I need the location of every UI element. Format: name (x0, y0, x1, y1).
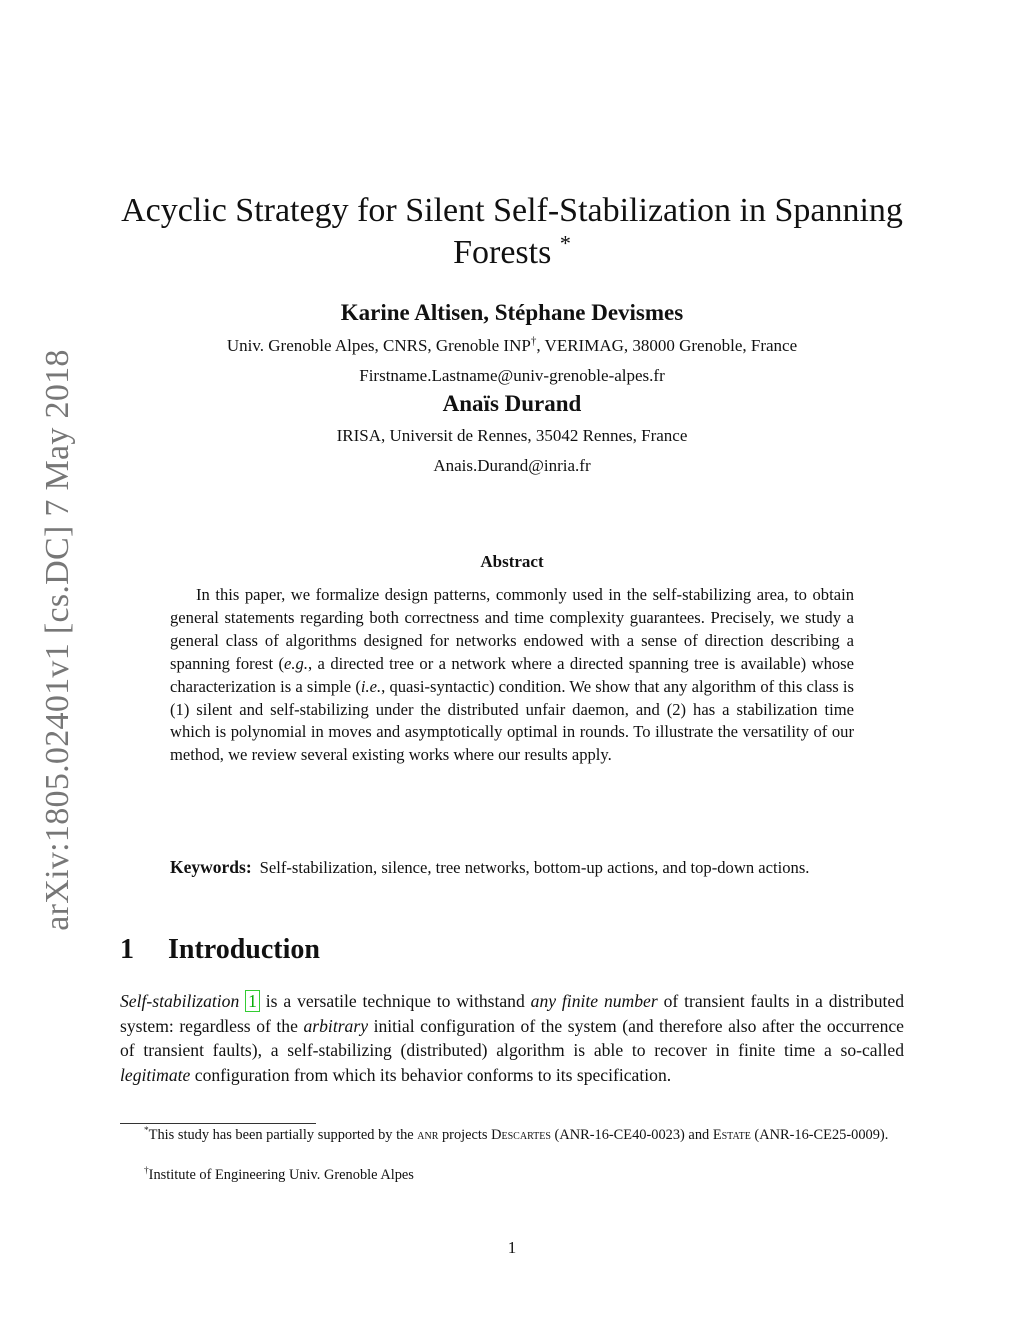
abstract-text: In this paper, we formalize design patterns, commonly used in the self-stabilizing area, to obtain general statements regarding both correctness and time complexity guarantees. Precisely, we study a general class of algorithms designed for networks endowed with a sense of direction describing a spanning forest (e.g., a directed tree or a network where a directed spanning tree is available) whose characterization is a simple (i.e., quasi-syntactic) condition. We show that any algorithm of this class is (1) silent and self-stabilizing under the distributed unfair daemon, and (2) has a stabilization time which is polynomial in moves and asymptotically optimal in rounds. To illustrate the versatility of our method, we review several existing works where our results apply. (170, 585, 854, 765)
page-number: 1 (507, 1238, 517, 1257)
author-line-2: Anaïs Durand (442, 391, 582, 416)
email-2: Anais.Durand@inria.fr (433, 456, 591, 475)
footnote-rule (120, 1123, 316, 1124)
paper-title: Acyclic Strategy for Silent Self-Stabilization in Spanning Forests * (121, 192, 903, 271)
affiliation-1: Univ. Grenoble Alpes, CNRS, Grenoble INP†, VERIMAG, 38000 Grenoble, France (226, 335, 798, 355)
intro-paragraph: Self-stabilization 1 is a versatile technique to withstand any finite number of transient faults in a distributed system: regardless of the arbitrary initial configuration of the system (and therefore also after the occurrence of transient faults), a self-stabilizing (distributed) algorithm is able to recover in finite time a so-called legitimate configuration from which its behavior conforms to its specification. (120, 991, 904, 1085)
section-heading: 1 Introduction (120, 934, 320, 965)
keywords: Keywords: Self-stabilization, silence, tree networks, bottom-up actions, and top-down actions. (170, 857, 810, 877)
author-line-1: Karine Altisen, Stéphane Devismes (340, 300, 684, 325)
abstract-heading: Abstract (480, 552, 544, 571)
arxiv-stamp: arXiv:1805.02401v1 [cs.DC] 7 May 2018 (39, 349, 76, 931)
affiliation-footnote-mark: † (530, 335, 537, 348)
keywords-label: Keywords: (170, 857, 252, 877)
email-1: Firstname.Lastname@univ-grenoble-alpes.fr (359, 366, 665, 385)
footnote-2: †Institute of Engineering Univ. Grenoble Alpes (144, 1166, 414, 1183)
citation-link[interactable]: 1 (245, 990, 260, 1012)
affiliation-2: IRISA, Universit de Rennes, 35042 Rennes, France (336, 426, 688, 445)
footnote-1: *This study has been partially supported by the anr projects Descartes (ANR-16-CE40-0023) and Estate (ANR-16-CE25-0009). (144, 1126, 889, 1143)
title-footnote-mark: * (559, 230, 571, 256)
